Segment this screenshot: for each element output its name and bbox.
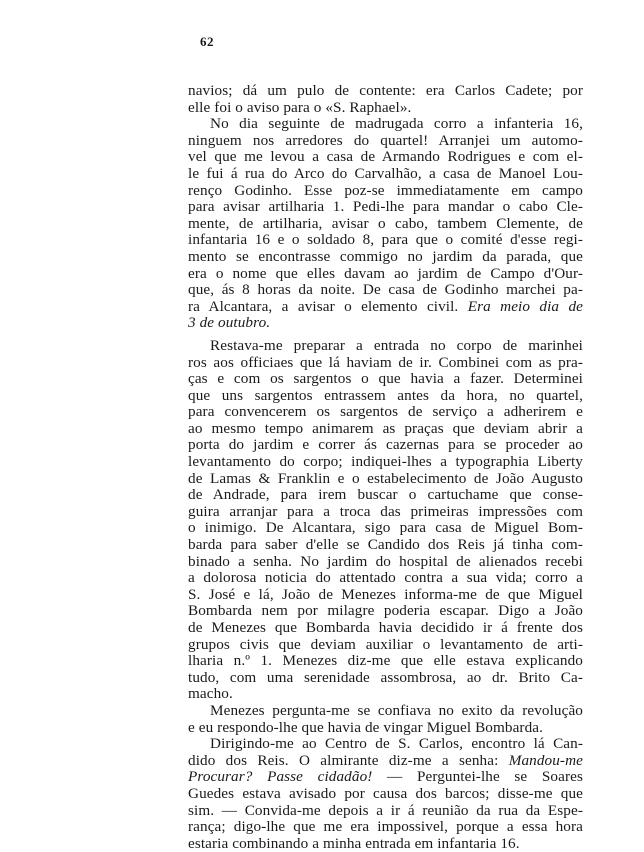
text-line bbox=[188, 520, 583, 537]
text-line-content: Guedes estava avisado por causa dos barcos; disse-me que bbox=[188, 784, 583, 802]
text-line-content: navios; dá um pulo de contente: era Carlos Cadete; por bbox=[188, 82, 583, 99]
text-line bbox=[188, 686, 583, 703]
text-line bbox=[188, 570, 583, 587]
text-line-content: de Lamas & Franklin e o estabelecimento de João Augusto bbox=[188, 469, 583, 487]
body-text bbox=[188, 83, 583, 852]
text-line bbox=[188, 703, 583, 720]
italic-text: Mandou-me bbox=[508, 751, 583, 769]
text-line-content: para avisar artilharia 1. Pedi-lhe para mandar o cabo Cle- bbox=[188, 198, 583, 216]
text-line bbox=[188, 736, 583, 753]
text-line bbox=[188, 371, 583, 388]
text-line-content: levantamento do corpo; indiquei-lhes a typographia Liberty bbox=[188, 453, 583, 471]
text-line-content: vel que me levou a casa de Armando Rodrigues e com el- bbox=[188, 148, 583, 166]
text-line bbox=[188, 720, 583, 737]
text-line bbox=[188, 670, 583, 687]
italic-text: 3 de outubro. bbox=[188, 314, 271, 332]
text-line-content: estaria combinando a minha entrada em infantaria 16. bbox=[188, 834, 520, 852]
text-line bbox=[188, 216, 583, 233]
text-line bbox=[188, 338, 583, 355]
text-line bbox=[188, 587, 583, 604]
text-line-content: guira arranjar para a troca das primeiras impressões com bbox=[188, 502, 583, 520]
text-line-content: para convencerem os sargentos de serviço a adherirem e bbox=[188, 403, 583, 421]
text-line bbox=[188, 83, 583, 100]
italic-text: Era meio dia de bbox=[467, 297, 583, 315]
text-line bbox=[188, 653, 583, 670]
text-line-content: renço Godinho. Esse poz-se immediatamente em campo bbox=[188, 181, 583, 199]
text-line-content: grupos civis que deviam auxiliar o levantamento de arti- bbox=[188, 635, 583, 653]
text-line bbox=[188, 769, 583, 786]
text-line bbox=[188, 786, 583, 803]
text-line bbox=[188, 315, 583, 332]
text-line-content: Menezes pergunta-me se confiava no exito da revolução bbox=[210, 701, 583, 719]
text-line-content: ças e com os sargentos o que havia a fazer. Determinei bbox=[188, 370, 583, 388]
text-line bbox=[188, 437, 583, 454]
text-line bbox=[188, 249, 583, 266]
text-line-content: rança; digo-lhe que me era impossivel, porque a essa hora bbox=[188, 818, 583, 836]
text-line bbox=[188, 421, 583, 438]
italic-text: Procurar? Passe cidadão! bbox=[188, 768, 373, 786]
text-line-content: elle foi o aviso para o «S. Raphael». bbox=[188, 98, 412, 116]
text-line bbox=[188, 199, 583, 216]
text-line-content: S. José e lá, João de Menezes informa-me de que Miguel bbox=[188, 585, 583, 603]
text-line-tail: — Perguntei-lhe se Soares bbox=[372, 768, 583, 786]
page-number: 62 bbox=[200, 34, 214, 49]
text-line-content: mento se encontrasse commigo no jardim da parada, que bbox=[188, 247, 583, 265]
text-line-content: Dirigindo-me ao Centro de S. Carlos, encontro lá Can- bbox=[210, 735, 583, 753]
text-line bbox=[188, 299, 583, 316]
text-line-content: sim. — Convida-me depois a ir á reunião da rua da Espe- bbox=[188, 801, 583, 819]
text-line-content: lharia n.º 1. Menezes diz-me que elle estava explicando bbox=[188, 652, 583, 670]
text-line-content: macho. bbox=[188, 685, 233, 703]
text-line-content: dido dos Reis. O almirante diz-me a senha: bbox=[188, 751, 499, 769]
text-line-content: infantaria 16 e o soldado 8, para que o comité d'esse regi- bbox=[188, 231, 583, 249]
text-line bbox=[188, 266, 583, 283]
text-line-content: de Menezes que Bombarda havia decidido ir á frente dos bbox=[188, 619, 583, 636]
text-line-content: ra Alcantara, a avisar o elemento civil. bbox=[188, 297, 459, 315]
text-line bbox=[188, 803, 583, 820]
text-line bbox=[188, 537, 583, 554]
text-line bbox=[188, 100, 583, 117]
text-line-content: tudo, com uma serenidade assombrosa, ao dr. Brito Ca- bbox=[188, 668, 583, 686]
text-line bbox=[188, 183, 583, 200]
text-line-content: a dolorosa noticia do attentado contra a sua vida; corro a bbox=[188, 569, 583, 587]
text-line-content: que uns sargentos entrassem antes da hora, no quartel, bbox=[188, 386, 583, 404]
text-line bbox=[188, 603, 583, 620]
text-line bbox=[188, 282, 583, 299]
text-line-content: o inimigo. De Alcantara, sigo para casa de Miguel Bom- bbox=[188, 519, 583, 537]
text-line-content: de Andrade, para irem buscar o cartuchame que conse- bbox=[188, 486, 583, 504]
text-line bbox=[188, 355, 583, 372]
text-line-content: No dia seguinte de madrugada corro a infanteria 16, bbox=[210, 115, 583, 133]
text-line-content: barda para saber d'elle se Candido dos Reis já tinha com- bbox=[188, 536, 583, 554]
text-line bbox=[188, 166, 583, 183]
text-line bbox=[188, 133, 583, 150]
text-line bbox=[188, 620, 583, 637]
text-line bbox=[188, 116, 583, 133]
text-line-content: ros aos officiaes que lá haviam de ir. Combinei com as pra- bbox=[188, 353, 583, 371]
text-line bbox=[188, 504, 583, 521]
text-line-content: Restava-me preparar a entrada no corpo de marinhei bbox=[210, 336, 583, 354]
text-line bbox=[188, 404, 583, 421]
text-line-content: era o nome que elles davam ao jardim de Campo d'Our- bbox=[188, 264, 583, 282]
text-line-content: que, ás 8 horas da noite. De casa de Godinho marchei pa- bbox=[188, 281, 583, 299]
text-line-content: ao mesmo tempo animarem as praças que deviam abrir a bbox=[188, 419, 583, 437]
text-line-content: mente, de artilharia, avisar o cabo, tambem Clemente, de bbox=[188, 214, 583, 232]
text-line bbox=[188, 454, 583, 471]
text-line-content: le fui á rua do Arco do Carvalhão, a casa de Manoel Lou- bbox=[188, 164, 583, 182]
text-line-content: ninguem nos arredores do quartel! Arranjei um automo- bbox=[188, 131, 583, 149]
text-line bbox=[188, 471, 583, 488]
text-line-content: binado a senha. No jardim do hospital de alienados recebi bbox=[188, 552, 583, 570]
text-line bbox=[188, 753, 583, 770]
text-line bbox=[188, 487, 583, 504]
text-line bbox=[188, 149, 583, 166]
text-line bbox=[188, 819, 583, 836]
text-line bbox=[188, 232, 583, 249]
text-line-content: Bombarda nem por milagre poderia escapar. Digo a João bbox=[188, 602, 583, 620]
text-line-content: porta do jardim e correr ás cazernas para se proceder ao bbox=[188, 436, 583, 454]
text-line-content: e eu respondo-lhe que havia de vingar Miguel Bombarda. bbox=[188, 718, 544, 736]
text-line bbox=[188, 554, 583, 571]
text-line bbox=[188, 637, 583, 654]
text-line bbox=[188, 388, 583, 405]
